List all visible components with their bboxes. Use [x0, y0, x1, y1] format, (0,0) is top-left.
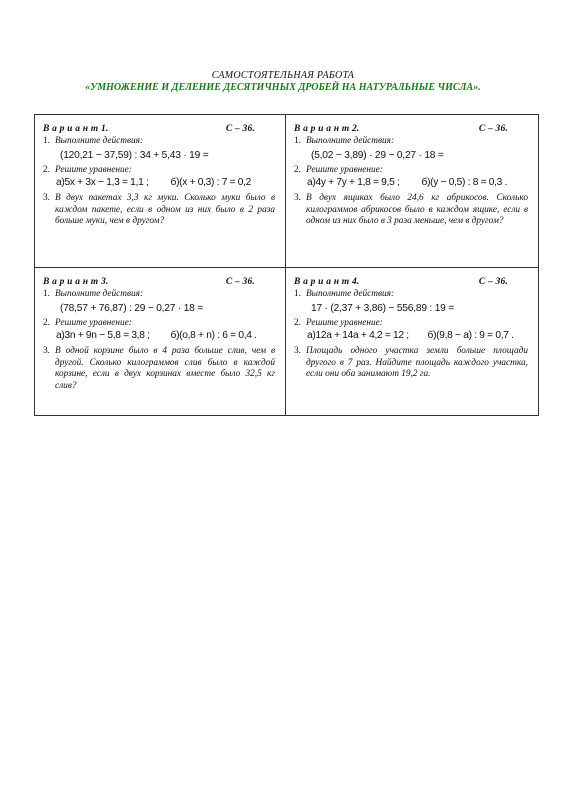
- equation-b: б)(y − 0,5) : 8 = 0,3 .: [421, 177, 508, 188]
- variant-4-cell: [286, 268, 538, 415]
- task-3-text: В двух пакетах 3,3 кг муки. Сколько муки было в каждом пакете, если в одном из них было в 2 раза больше муки, чем в другом?: [55, 193, 275, 226]
- task-1-expression: 17 · (2,37 + 3,86) − 556,89 : 19 =: [311, 302, 455, 314]
- variant-header: [43, 124, 255, 134]
- task-1: [43, 136, 275, 148]
- task-3-text: В двух ящиках было 24,6 кг абрикосов. Сколько килограммов абрикосов было в каждом ящике, если в одном из них было в 3 раза меньше, чем в другом?: [306, 193, 528, 226]
- equation-a: а)4y + 7y + 1,8 = 9,5 ;: [307, 177, 400, 188]
- task-2-equations: [307, 330, 528, 341]
- task-number: 3.: [294, 193, 301, 203]
- task-2: [43, 318, 275, 330]
- task-label: Выполните действия:: [306, 289, 395, 299]
- variants-table: [34, 114, 539, 416]
- task-1-expression: (120,21 − 37,59) : 34 + 5,43 · 19 =: [60, 149, 209, 161]
- task-label: Выполните действия:: [306, 136, 395, 146]
- task-number: 3.: [294, 346, 301, 356]
- task-3: [43, 346, 275, 392]
- task-1: [294, 136, 528, 148]
- equation-b: б)(9,8 − a) : 9 = 0,7 .: [427, 330, 514, 341]
- task-3-text: В одной корзине было в 4 раза больше слив, чем в другой. Сколько килограммов слив было в каждой корзине, если в двух корзинах вместе было 32,5 кг слив?: [55, 346, 275, 391]
- task-label: Выполните действия:: [55, 289, 144, 299]
- variant-1-cell: [35, 115, 286, 268]
- variant-code: С – 36.: [225, 277, 255, 287]
- variant-3-cell: [35, 268, 286, 415]
- task-number: 3.: [43, 346, 50, 356]
- task-number: 2.: [43, 317, 50, 328]
- task-1: [43, 289, 275, 301]
- task-label: Решите уравнение:: [55, 317, 132, 328]
- task-3: [43, 193, 275, 228]
- page-subtitle: «УМНОЖЕНИЕ И ДЕЛЕНИЕ ДЕСЯТИЧНЫХ ДРОБЕЙ НА НАТУРАЛЬНЫЕ ЧИСЛА».: [85, 82, 481, 93]
- variant-label: В а р и а н т 1.: [43, 124, 109, 134]
- task-2-equations: [56, 177, 275, 188]
- task-1-expression: (78,57 + 76,87) : 29 − 0,27 · 18 =: [60, 302, 204, 314]
- variant-code: С – 36.: [225, 124, 255, 134]
- variant-2-cell: [286, 115, 538, 268]
- task-3: [294, 346, 528, 381]
- equation-a: а)5x + 3x − 1,3 = 1,1 ;: [56, 177, 149, 188]
- task-3-text: Площадь одного участка земли больше площади другого в 7 раз. Найдите площадь каждого участка, если они оба занимают 19,2 га.: [306, 346, 528, 379]
- task-number: 1.: [294, 136, 301, 146]
- task-label: Решите уравнение:: [306, 164, 383, 175]
- variant-label: В а р и а н т 2.: [294, 124, 360, 134]
- equation-b: б)(x + 0,3) : 7 = 0,2: [170, 177, 252, 188]
- task-number: 1.: [43, 289, 50, 299]
- variant-code: С – 36.: [478, 277, 508, 287]
- variant-code: С – 36.: [478, 124, 508, 134]
- task-label: Решите уравнение:: [306, 317, 383, 328]
- task-2: [294, 165, 528, 177]
- task-2-equations: [307, 177, 528, 188]
- task-2: [294, 318, 528, 330]
- variant-header: [43, 277, 255, 287]
- equation-b: б)(o,8 + n) : 6 = 0,4 .: [170, 330, 257, 341]
- task-number: 1.: [294, 289, 301, 299]
- task-1-expression: (5,02 − 3,89) · 29 − 0,27 · 18 =: [311, 149, 444, 161]
- variant-label: В а р и а н т 3.: [43, 277, 109, 287]
- task-number: 3.: [43, 193, 50, 203]
- equation-a: а)12a + 14a + 4,2 = 12 ;: [307, 330, 409, 341]
- equation-a: а)3n + 9n − 5,8 = 3,8 ;: [56, 330, 150, 341]
- task-number: 2.: [294, 164, 301, 175]
- task-3: [294, 193, 528, 228]
- task-number: 2.: [294, 317, 301, 328]
- task-number: 1.: [43, 136, 50, 146]
- task-1: [294, 289, 528, 301]
- task-number: 2.: [43, 164, 50, 175]
- variant-label: В а р и а н т 4.: [294, 277, 360, 287]
- variant-header: [294, 277, 508, 287]
- variant-header: [294, 124, 508, 134]
- task-label: Решите уравнение:: [55, 164, 132, 175]
- task-label: Выполните действия:: [55, 136, 144, 146]
- task-2: [43, 165, 275, 177]
- task-2-equations: [56, 330, 275, 341]
- page-title: САМОСТОЯТЕЛЬНАЯ РАБОТА: [211, 70, 355, 81]
